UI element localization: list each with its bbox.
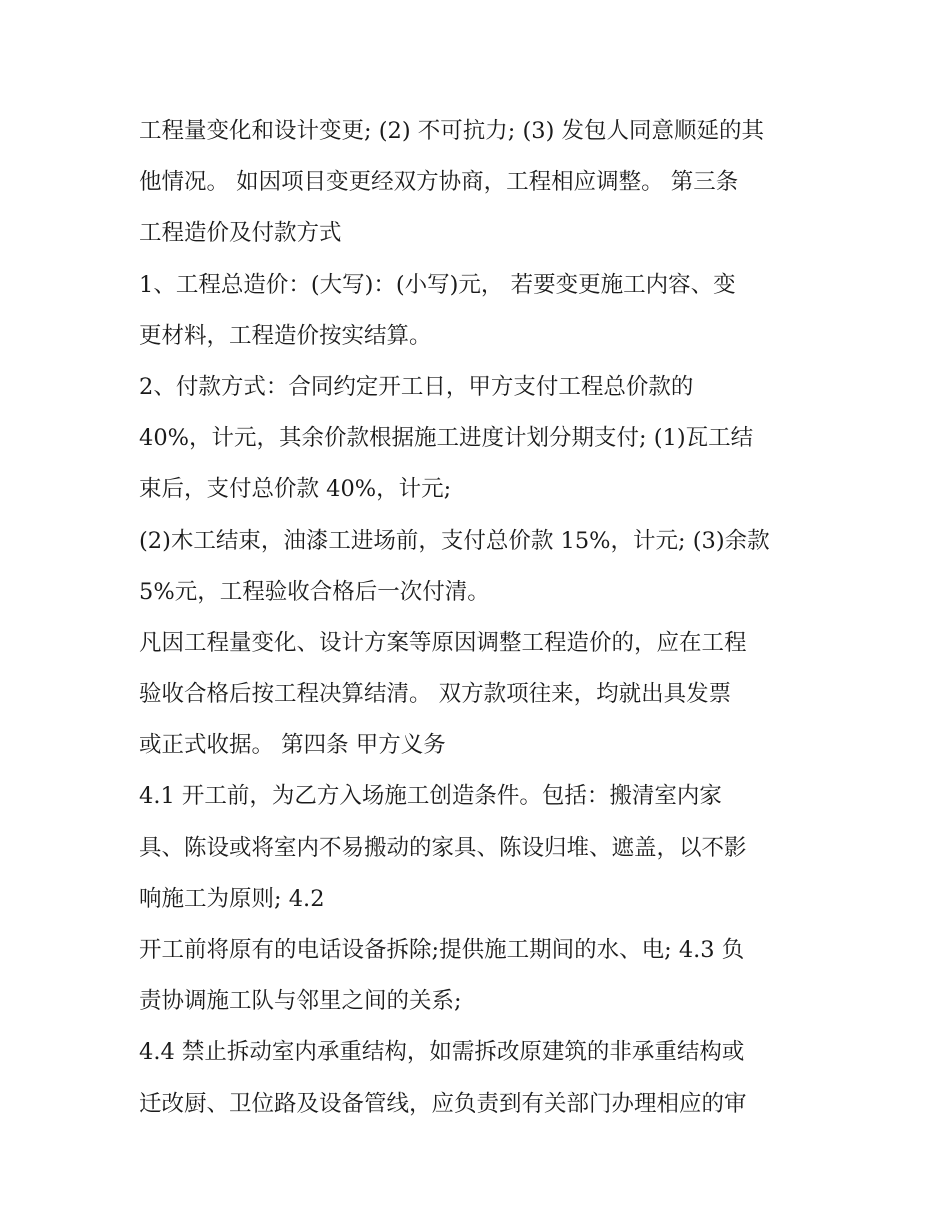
text-line: 5%元，工程验收合格后一次付清。 — [139, 578, 490, 605]
text-line: 1、工程总造价：(大写)：(小写)元， 若要变更施工内容、变 — [139, 271, 736, 298]
text-line: 4.1 开工前，为乙方入场施工创造条件。包括：搬清室内家 — [139, 783, 722, 810]
contract-text-body — [139, 106, 819, 1130]
text-line: 验收合格后按工程决算结清。 双方款项往来，均就出具发票 — [139, 681, 732, 708]
text-line: 束后，支付总价款 40%，计元; — [139, 476, 452, 503]
text-line: 具、陈设或将室内不易搬动的家具、陈设归堆、遮盖，以不影 — [139, 834, 747, 861]
text-line: (2)木工结束，油漆工进场前，支付总价款 15%，计元; (3)余款 — [139, 527, 770, 554]
text-line: 40%，计元，其余价款根据施工进度计划分期支付; (1)瓦工结 — [139, 425, 754, 452]
text-line: 他情况。 如因项目变更经双方协商，工程相应调整。 第三条 — [139, 169, 739, 196]
text-line: 责协调施工队与邻里之间的关系; — [139, 988, 462, 1015]
text-line: 开工前将原有的电话设备拆除;提供施工期间的水、电; 4.3 负 — [139, 937, 745, 963]
text-line: 4.4 禁止拆动室内承重结构，如需拆改原建筑的非承重结构或 — [139, 1039, 745, 1066]
section-heading-line: 工程造价及付款方式 — [139, 220, 342, 247]
text-line: 或正式收据。 第四条 甲方义务 — [139, 732, 446, 759]
text-line: 工程量变化和设计变更; (2) 不可抗力; (3) 发包人同意顺延的其 — [139, 118, 765, 144]
text-line: 更材料，工程造价按实结算。 — [139, 322, 432, 349]
text-line: 凡因工程量变化、设计方案等原因调整工程造价的，应在工程 — [139, 629, 747, 656]
text-line: 迁改厨、卫位路及设备管线，应负责到有关部门办理相应的审 — [139, 1090, 747, 1117]
text-line: 2、付款方式：合同约定开工日，甲方支付工程总价款的 — [139, 373, 694, 400]
text-line: 响施工为原则; 4.2 — [139, 885, 325, 912]
